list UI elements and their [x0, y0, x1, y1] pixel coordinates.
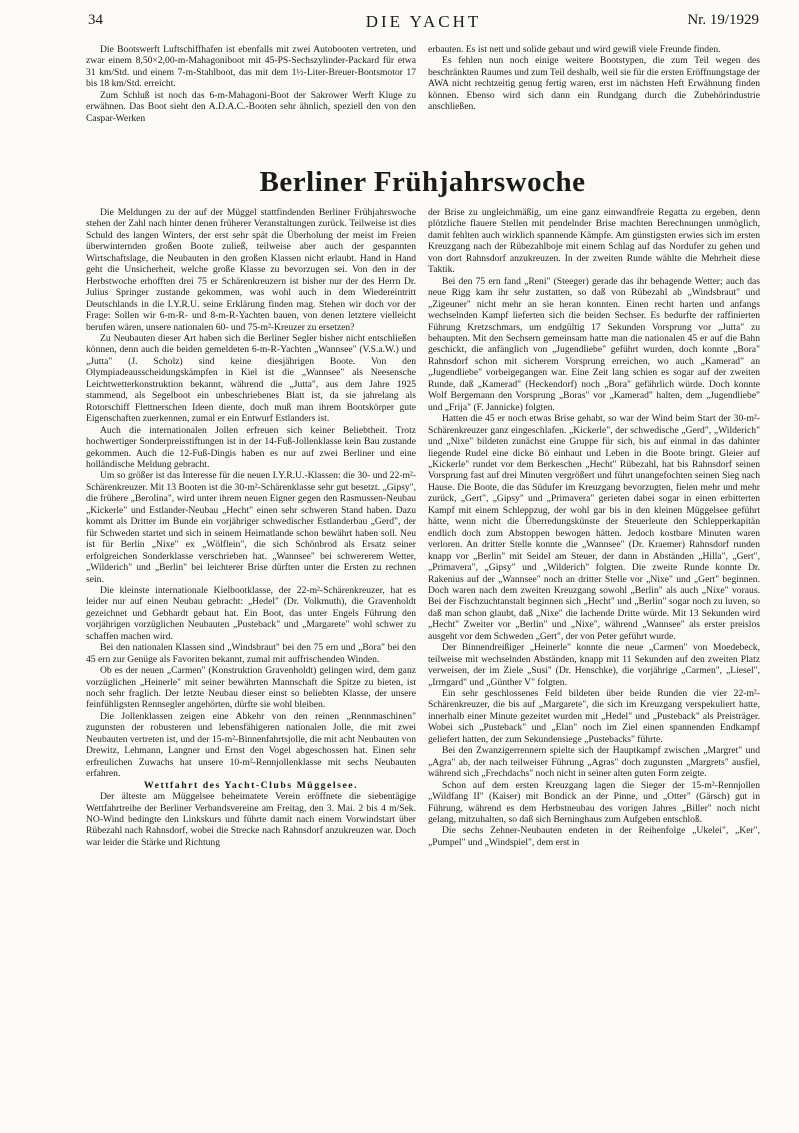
top-left-column — [86, 44, 416, 161]
paragraph: Ob es der neuen „Carmen" (Konstruktion Gravenholdt) gelingen wird, dem ganz vorzüglichen „Heinerle" mit seiner bewährten Mannschaft die Spitze zu bieten, ist noch sehr fraglich. Der letzte Neubau dieser einst so beliebten Klasse, der unsere feinfühligsten Rennsegler angehörten, dürfte sie wohl bleiben. — [86, 665, 416, 711]
paragraph: Schon auf dem ersten Kreuzgang lagen die Sieger der 15-m²-Rennjollen „Wildfang II" (Kaiser) mit Bondick an der Pinne, und „Otter" (Gärsch) gut in Führung, während es dem Herbstneubau des vorigen Jahres „Biller" noch nicht gelang, mitzuhalten, so daß sich Berninghaus zum Aufgeben entschloß. — [428, 779, 760, 826]
paragraph: Zum Schluß ist noch das 6-m-Mahagoni-Boot der Sakrower Werft Kluge zu erwähnen. Das Boot sieht den A.D.A.C.-Booten sehr ähnlich, speziell den von den Caspar-Werken — [86, 89, 416, 124]
paragraph: Der Binnendreißiger „Heinerle" konnte die neue „Carmen" von Moedebeck, teilweise mit wechselnden Abständen, knapp mit 11 Sekunden auf den zweiten Platz verweisen, der im Ziele „Susi" (Dr. Henschke), die vorjährige „Carmen", „Liesel", „Irmgard" und „Günther V" folgten. — [428, 642, 760, 688]
paragraph: Die Bootswerft Luftschiffhafen ist ebenfalls mit zwei Autobooten vertreten, und zwar einem 8,50×2,00-m-Mahagoniboot mit 45-PS-Sechszylinder-Packard für etwa 31 km/Std. und einem 7-m-Stahlboot, das mit dem 1½-Liter-Breuer-Bootsmotor 17 bis 18 km/Std. erreicht. — [86, 44, 416, 90]
paragraph: Bei den nationalen Klassen sind „Windsbraut" bei den 75 ern und „Bora" bei den 45 ern zur Genüge als Favoriten bekannt, zumal mit auffrischenden Winden. — [86, 642, 416, 665]
paragraph: Der älteste am Müggelsee beheimatete Verein eröffnete die siebentägige Wettfahrtreihe der Berliner Verbandsvereine am Freitag, den 3. Mai. 2 bis 4 m/Sek. NO-Wind bedingte den Linkskurs und führte damit nach einem Vorwindstart über Rübezahl nach Rahnsdorf, wobei die Strecke nach Rahnsdorf anzukreuzen war. Doch war leider die Stärke und Richtung — [86, 791, 416, 848]
top-right-column — [428, 44, 760, 161]
paragraph: Es fehlen nun noch einige weitere Bootstypen, die zum Teil wegen des beschränkten Raumes und zum Teil deshalb, weil sie für die ersten Eröffnungstage der AWA nicht rechtzeitig genug fertig waren, erst im nächsten Heft Erwähnung finden können. Ebenso wird sich dann ein Rundgang durch die Zubehörindustrie anschließen. — [428, 55, 760, 113]
paragraph: Hatten die 45 er noch etwas Brise gehabt, so war der Wind beim Start der 30-m²-Schärenkreuzer ganz eingeschlafen. „Kickerle", der schwedische „Gerd", „Wilderich" und „Nixe" bildeten zunächst eine Gruppe für sich, bis auf einmal in das dahinter liegende Rudel eine dicke Bö einhaut und Leben in die Boote bringt. Gleier auf „Kickerle" rundet vor dem Berkeschen „Hecht" Rübezahl, hat bis Rahnsdorf seinen Vorsprung fast auf drei Minuten vergrößert und führt unangefochten seinen Sieg nach Hause. Die Boote, die das Südufer im Kreuzgang bevorzugten, fielen mehr und mehr zurück, „Gert", „Gipsy" und „Primavera" gerieten dabei sogar in einen erbitterten Kampf mit einem Schleppzug, der wohl gar bis in den kleinen Müggelsee geführt hätte, wenn nicht die Überredungskünste der Steuerleute den Schlepperkapitän endlich doch zum Abstoppen bewogen hätten. Jedoch kostbare Minuten waren verloren. An dritter Stelle konnte die „Wannsee" (Dr. Kraemer) Rahnsdorf runden knapp vor „Berlin" mit Seidel am Steuer, der dann in Abständen „Hilla", „Gert", „Primavera", „Gipsy" und „Wilderich" folgten. Die zweite Runde konnte Dr. Rakenius auf der „Wannsee" noch an dritter Stelle vor „Nixe" und „Gert" beginnen. Doch waren nach dem zweiten Kreuzgang sowohl „Berlin" als auch „Nixe" voraus. Bei der Fischzuchtanstalt beginnen sich „Hecht" und „Berlin" sogar noch zu luven, so daß man schon glaubt, daß „Nixe" die lachende Dritte würde. Mit 13 Sekunden wird „Hecht" Zweiter vor „Berlin" und „Nixe", während „Wannsee" als erster preislos ausgeht vor dem Schweden „Gert", der von Peter geführt wurde. — [428, 413, 760, 642]
paragraph: Bei den 75 ern fand „Reni" (Steeger) gerade das ihr behagende Wetter; auch das neue Rigg kam ihr sehr zustatten, so daß von Rübezahl ab „Windsbraut" und „Zigeuner" nicht mehr an sie heran konnten. Einen recht harten und anfangs wechselnden Kampf lieferten sich die beiden Sechser. Es bedurfte der raffinierten Führung Kretzschmars, um endgültig 17 Sekunden Vorsprung vor „Jutta" zu behaupten. Mit den Sechsern gemeinsam hatte man die nationalen 45 er auf die Bahn geschickt, die anfänglich von „Jugendliebe" geführt wurden, doch konnte „Bora" Rahnsdorf schon mit sicherem Vorsprung erreichen, wo auch „Kamerad" an „Jugendliebe" vorbeigegangen war. Eine Zeit lang schien es sogar auf der zweiten Runde, daß „Kamerad" (Heckendorf) noch „Bora" gefährlich würde. Doch konnte Wolf Bergemann den Vorsprung „Boras" vor „Kamerad" halten, dem „Jugendliebe" und „Frija" (F. Jannicke) folgten. — [428, 275, 760, 413]
paragraph: Bei den Zwanzigerrennern spielte sich der Hauptkampf zwischen „Margret" und „Agra" ab, der nach teilweiser Führung „Agras" doch zugunsten „Margrets" ausfiel, während sich „Frechdachs" noch nicht in seiner alten guten Form zeigte. — [428, 745, 760, 780]
paragraph: Zu Neubauten dieser Art haben sich die Berliner Segler bisher nicht entschließen können, denn auch die beiden gemeldeten 6-m-R-Yachten „Wannsee" (V.S.a.W.) und „Jutta" (J. Scholz) sind keine diesjährigen Boote. Von den Olympiadeausscheidungskämpfen in Kiel ist die „Wannsee" als Neesensche Leichtwetterkonstruktion bekannt, während die „Jutta", aus dem Jahre 1925 stammend, als Segelboot ein unbeschriebenes Blatt ist, da sie jahrelang als Rotorschiff Flettnerschen Ideen diente, doch muß man ihrem Bootskörper gute Eigenschaften zuerkennen, zumal er ein Entwurf Estlanders ist. — [86, 332, 416, 425]
paragraph: Auch die internationalen Jollen erfreuen sich keiner Beliebtheit. Trotz hochwertiger Sonderpreisstiftungen ist in der 14-Fuß-Jollenklasse kein Bau zustande gekommen. Auch die 12-Fuß-Dingis haben es nur auf zwei Berliner und eine holländische Meldung gebracht. — [86, 424, 416, 470]
page-number: 34 — [88, 12, 103, 28]
paragraph: Die sechs Zehner-Neubauten endeten in der Reihenfolge „Ukelei", „Ker", „Pumpel" und „Windspiel", dem erst in — [428, 825, 760, 848]
section-subheading: Wettfahrt des Yacht-Clubs Müggelsee. — [143, 779, 359, 791]
page-header — [88, 12, 759, 36]
right-article-column — [428, 207, 760, 1091]
paragraph: Um so größer ist das Interesse für die neuen I.Y.R.U.-Klassen: die 30- und 22-m²-Schärenkreuzer. Mit 13 Booten ist die 30-m²-Schärenklasse sehr gut besetzt. „Gipsy", die frühere „Berolina", wird unter ihrem neuen Eigner gegen den Rasmussen-Neubau „Kickerle" und Estlander-Neubau „Hecht" einen sehr schweren Stand haben. Dazu kommt als Dritter im Bunde ein vorjähriger schwedischer Estlanderbau „Gerd", der für Schweden startet und sich in seinem Heimatlande schon bewährt haben soll. Neu ist für Berlin „Nixe" ex „Wölflein", die sich Schönbrod als Ersatz seiner erfolgreichen Sonderklasse verschrieben hat. „Wannsee" bei schwererem Wetter, „Wilderich" und „Berlin" bei leichterer Brise dürften unter die Ersten zu rechnen sein. — [86, 470, 416, 585]
journal-title: DIE YACHT — [365, 12, 482, 31]
paragraph: Die Meldungen zu der auf der Müggel stattfindenden Berliner Frühjahrswoche stehen der Zahl nach hinter denen früherer Veranstaltungen zurück. Teilweise ist dies Schuld des langen Winters, der erst sehr spät die Überholung der meist im Freien überwinternden großen Boote zuließ, teilweise aber auch der gespannten Wirtschaftslage, die Neubauten in den großen Klassen nicht erlaubt. Hand in Hand geht die Unsicherheit, welche große Klasse zu bevorzugen sei. Von den in der Herbstwoche erhofften drei 75 er Schärenkreuzern ist bisher nur der des Herrn Dr. Julius Springer zustande gekommen, was wohl auch in dem Wiedereintritt Deutschlands in die I.Y.R.U. seine Erklärung finden mag. Stehen wir doch vor der Frage: Sollen wir 6-m-R- und 8-m-R-Yachten bauen, von denen letztere vielleicht berufen wären, unsere nationalen 60- und 75-m²-Kreuzer zu ersetzen? — [86, 207, 416, 333]
paragraph: Ein sehr geschlossenes Feld bildeten über beide Runden die vier 22-m²-Schärenkreuzer, die bis auf „Margarete", die sich im Kreuzgang verspekuliert hatte, innerhalb einer Minute gezeitet wurden mit „Hedel" und „Pusteback" als Preisträger. Wobei sich „Pusteback" und „Elan" noch im Ziel einen spannenden Endkampf geliefert hatten, der zum Sekundensiege „Pustebacks" führte. — [428, 688, 760, 745]
left-article-column — [86, 207, 416, 1091]
article-headline: Berliner Frühjahrswoche — [259, 166, 586, 198]
paragraph: Die kleinste internationale Kielbootklasse, der 22-m²-Schärenkreuzer, hat es leider nur auf einen Neubau gebracht: „Hedel" (Dr. Volkmuth), die Gravenholdt gezeichnet und Gebhardt gebaut hat. Ein Boot, das unter Engels Führung den vorjährigen vorzüglichen Neubauten „Pusteback" und „Margarete" wohl schwer zu schaffen machen wird. — [86, 584, 416, 642]
paragraph: Die Jollenklassen zeigen eine Abkehr von den reinen „Rennmaschinen" zugunsten der robusteren und lebensfähigeren nationalen Jolle, die mit zwei Neubauten vertreten ist, und der 15-m²-Binnenfahrtsjolle, die mit acht Neubauten von Drewitz, Lehmann, Langner und Ernst den Vogel abgeschossen hat. Einen sehr erfreulichen Zuwachs hat unsere 10-m²-Rennjollenklasse mit sechs Neubauten erfahren. — [86, 710, 416, 780]
issue-number: Nr. 19/1929 — [687, 12, 759, 28]
paragraph: der Brise zu ungleichmäßig, um eine ganz einwandfreie Regatta zu ergeben, denn plötzliche flauere Stellen mit pendelnder Brise machten Berechnungen unmöglich, damit fehlten auch wirklich spannende Kämpfe. Am günstigsten erwies sich im ersten Kreuzgang nach der Rübezahlboje mit einem Schlag auf das Nordufer zu gehen und von dort Rahnsdorf anzukreuzen. In der zweiten Runde wählte die Mehrheit diese Taktik. — [428, 207, 760, 276]
paragraph: erbauten. Es ist nett und solide gebaut und wird gewiß viele Freunde finden. — [428, 44, 721, 55]
